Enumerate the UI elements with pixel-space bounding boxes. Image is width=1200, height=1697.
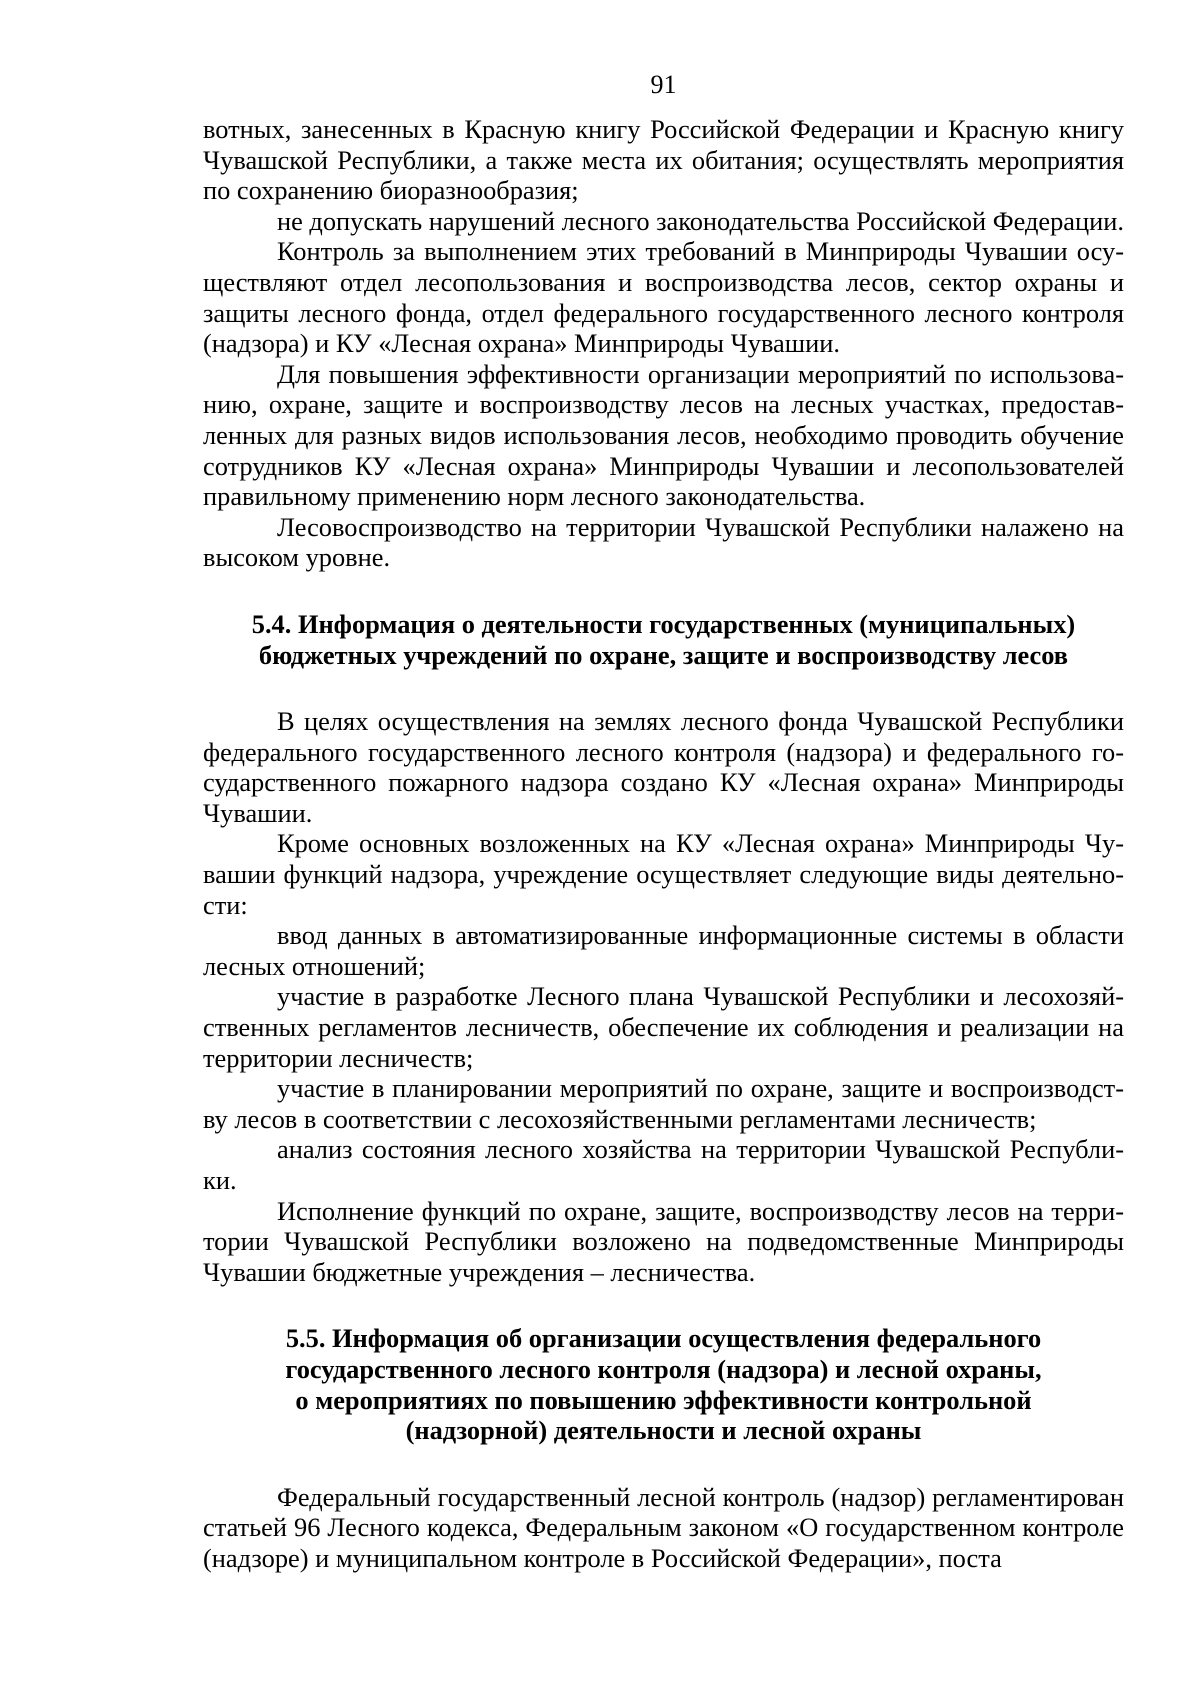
paragraph: не допускать нарушений лесного законодательства Российской Федерации.: [277, 205, 1124, 236]
heading-line: о мероприятиях по повышению эффективности контрольной: [295, 1384, 1032, 1415]
page-content: [203, 114, 1124, 1574]
paragraph: Исполнение функций по охране, защите, воспроизводству лесов на территории Чувашской Республики возложено на подведомственные Минприроды Чувашии бюджетные учреждения – лесничества.: [203, 1195, 1124, 1287]
heading-line: (надзорной) деятельности и лесной охраны: [405, 1415, 922, 1446]
heading-line: 5.5. Информация об организации осуществления федерального: [285, 1323, 1042, 1354]
list-item: анализ состояния лесного хозяйства на территории Чувашской Республики.: [203, 1134, 1124, 1195]
list-item: ввод данных в автоматизированные информационные системы в области лесных отношений;: [203, 920, 1124, 981]
list-item: участие в разработке Лесного плана Чувашской Республики и лесохозяйственных регламентов лесничеств, обеспечение их соблюдения и реализации на территории лесничеств;: [203, 981, 1124, 1073]
section-heading-5-4: [203, 609, 1124, 670]
paragraph: вотных, занесенных в Красную книгу Российской Федерации и Красную книгу Чувашской Республики, а также места их обитания; осуществлять мероприятия по сохранению биоразнообразия;: [203, 114, 1124, 206]
section-heading-5-5: [203, 1323, 1124, 1445]
paragraph: Для повышения эффективности организации мероприятий по использованию, охране, защите и воспроизводству лесов на лесных участках, предоставленных для разных видов использования лесов, необходимо проводить обучение сотрудников КУ «Лесная охрана» Минприроды Чувашии и лесопользователей правильному применению норм лесного законодательства.: [203, 358, 1124, 512]
paragraph: В целях осуществления на землях лесного фонда Чувашской Республики федерального государственного лесного контроля (надзора) и федерального государственного пожарного надзора создано КУ «Лесная охрана» Минприроды Чувашии.: [203, 706, 1124, 828]
heading-line: бюджетных учреждений по охране, защите и воспроизводству лесов: [258, 639, 1069, 670]
paragraph: Лесовоспроизводство на территории Чувашской Республики налажено на высоком уровне.: [203, 511, 1124, 573]
heading-line: государственного лесного контроля (надзора) и лесной охраны,: [285, 1353, 1042, 1384]
list-item: участие в планировании мероприятий по охране, защите и воспроизводству лесов в соответствии с лесохозяйственными регламентами лесничеств;: [203, 1073, 1124, 1134]
paragraph: Контроль за выполнением этих требований в Минприроды Чувашии осуществляют отдел лесопользования и воспроизводства лесов, сектор охраны и защиты лесного фонда, отдел федерального государственного лесного контроля (надзора) и КУ «Лесная охрана» Минприроды Чувашии.: [203, 236, 1124, 359]
heading-line: 5.4. Информация о деятельности государственных (муниципальных): [251, 608, 1076, 639]
paragraph: Федеральный государственный лесной контроль (надзор) регламентирован статьей 96 Лесного кодекса, Федеральным законом «О государственном контроле (надзоре) и муниципальном контроле в Российской Федерации», поста: [203, 1481, 1124, 1573]
paragraph: Кроме основных возложенных на КУ «Лесная охрана» Минприроды Чувашии функций надзора, учреждение осуществляет следующие виды деятельности:: [203, 828, 1124, 920]
page-number: 91: [650, 70, 677, 99]
